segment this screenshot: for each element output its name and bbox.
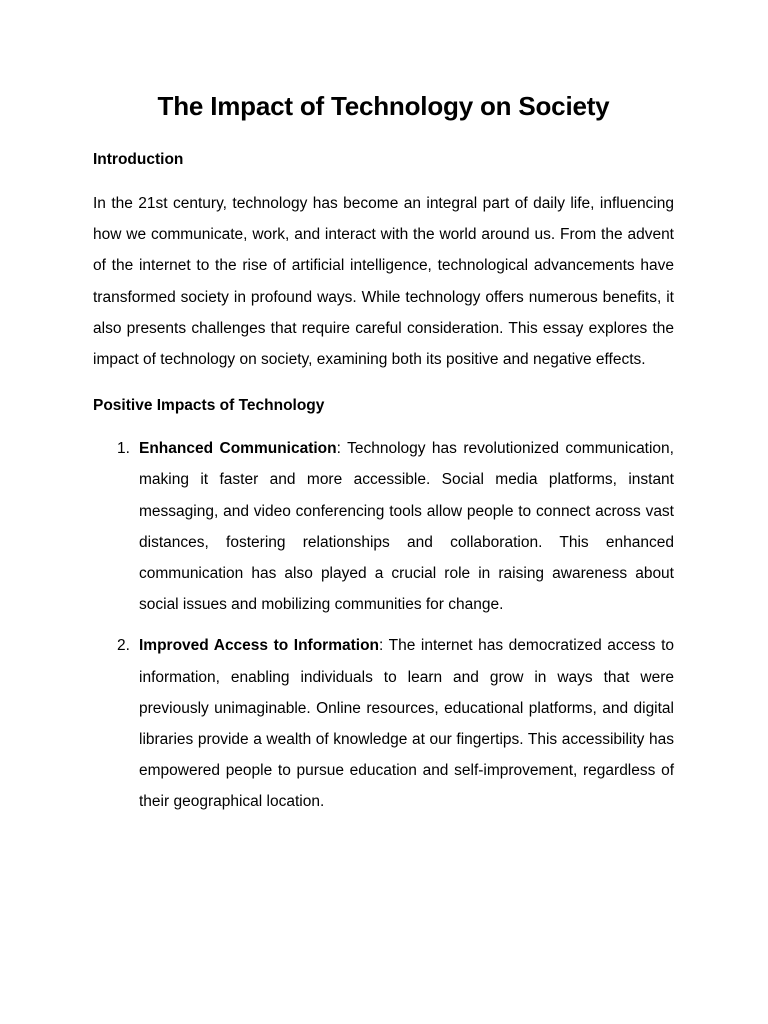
list-item-number: 1.: [117, 440, 130, 458]
list-item-text: : Technology has revolutionized communication, making it faster and more accessible. Social media platforms, instant messaging, and video conferencing tools allow people to connect across vast distances, fostering relationships and collaboration. This enhanced communication has also played a crucial role in raising awareness about social issues and mobilizing communities for change.: [139, 440, 674, 614]
list-item-term: Improved Access to Information: [139, 637, 380, 655]
section-heading-introduction: Introduction: [93, 151, 184, 168]
list-item: [93, 630, 674, 817]
positive-impacts-list: [93, 433, 674, 817]
section-heading-positive-impacts: Positive Impacts of Technology: [93, 397, 325, 415]
list-item-term: Enhanced Communication: [139, 440, 337, 458]
document-title: The Impact of Technology on Society: [157, 91, 610, 121]
list-item-text: : The internet has democratized access to information, enabling individuals to learn and grow in ways that were previously unimaginable. Online resources, educational platforms, and digital libraries provide a wealth of knowledge at our fingertips. This accessibility has empowered people to pursue education and self-improvement, regardless of their geographical location.: [139, 637, 674, 811]
list-item-number: 2.: [117, 637, 130, 655]
introduction-paragraph: In the 21st century, technology has become an integral part of daily life, influencing how we communicate, work, and interact with the world around us. From the advent of the internet to the rise of artificial intelligence, technological advancements have transformed society in profound ways. While technology offers numerous benefits, it also presents challenges that require careful consideration. This essay explores the impact of technology on society, examining both its positive and negative effects.: [93, 195, 674, 369]
list-item: [93, 433, 674, 620]
